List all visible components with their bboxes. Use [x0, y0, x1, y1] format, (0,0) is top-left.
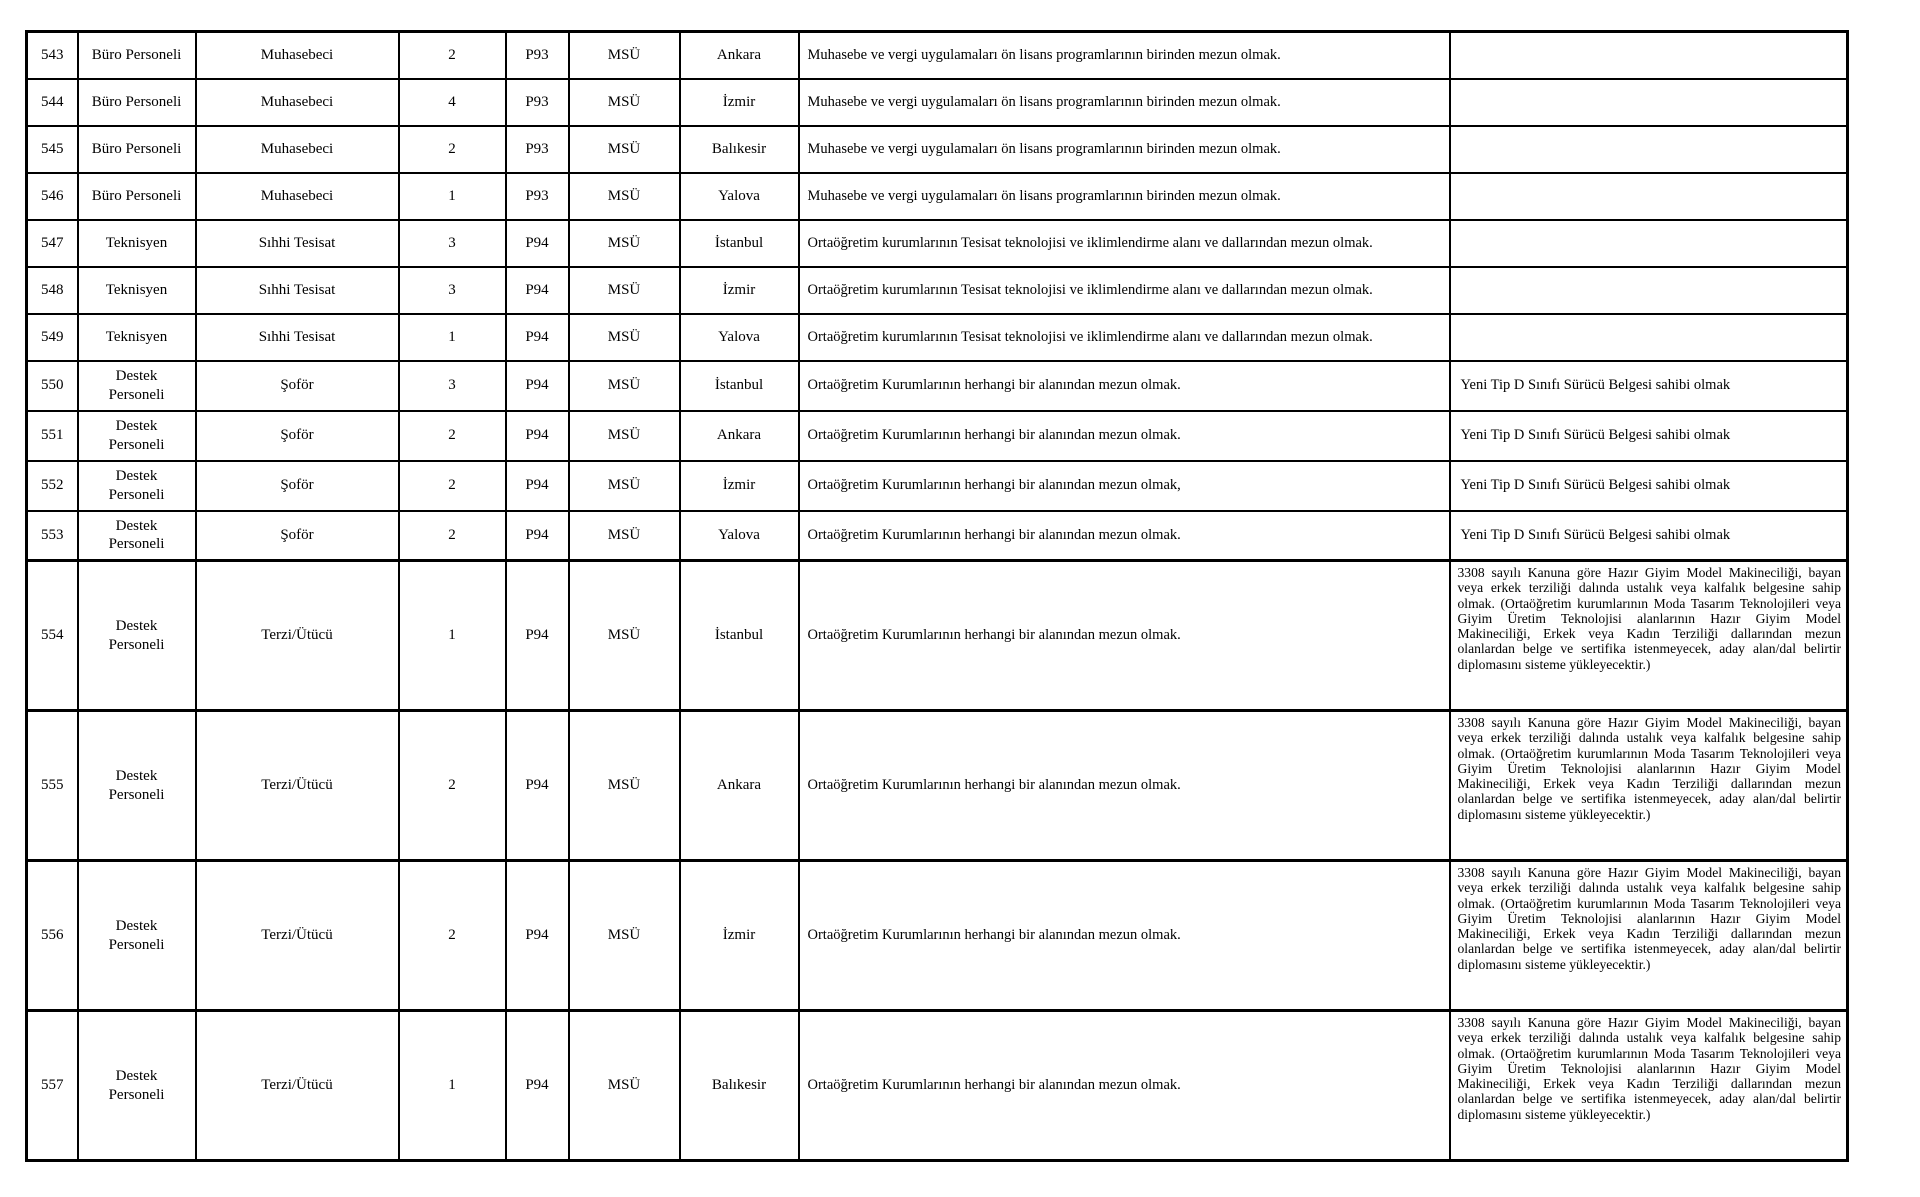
cell-adet: 1: [399, 1011, 506, 1161]
cell-puan-turu: P94: [506, 461, 569, 511]
cell-pozisyon: Terzi/Ütücü: [196, 711, 399, 861]
cell-puan-turu: P93: [506, 79, 569, 126]
cell-nitelik: Ortaöğretim kurumlarının Tesisat teknolojisi ve iklimlendirme alanı ve dallarından mezun olmak.: [799, 220, 1450, 267]
table-row: [27, 314, 1848, 361]
table-row: [27, 511, 1848, 561]
cell-sira-no: 557: [27, 1011, 78, 1161]
cell-il: İstanbul: [680, 561, 799, 711]
cell-sira-no: 547: [27, 220, 78, 267]
cell-kurum: MSÜ: [569, 561, 680, 711]
cell-puan-turu: P94: [506, 411, 569, 461]
cell-il: Ankara: [680, 711, 799, 861]
table-row: [27, 361, 1848, 411]
cell-unvan: Büro Personeli: [78, 79, 196, 126]
cell-ozel-sart: 3308 sayılı Kanuna göre Hazır Giyim Model Makineciliği, bayan veya erkek terziliği dalında ustalık veya kalfalık belgesine sahip olmak. (Ortaöğretim kurumlarının Moda Tasarım Teknolojileri veya Giyim Üretim Teknolojisi alanlarının Hazır Giyim Model Makineciliği, Erkek veya Kadın Terziliği dallarından mezun olanlardan belge ve sertifika istenmeyecek, aday alan/dal belirtir diplomasını sisteme yükleyecektir.): [1450, 861, 1848, 1011]
table-row: [27, 267, 1848, 314]
cell-pozisyon: Terzi/Ütücü: [196, 1011, 399, 1161]
cell-puan-turu: P94: [506, 1011, 569, 1161]
cell-ozel-sart: [1450, 32, 1848, 79]
cell-ozel-sart: [1450, 79, 1848, 126]
cell-adet: 2: [399, 32, 506, 79]
cell-unvan: Teknisyen: [78, 267, 196, 314]
cell-ozel-sart: [1450, 314, 1848, 361]
cell-nitelik: Ortaöğretim Kurumlarının herhangi bir alanından mezun olmak.: [799, 411, 1450, 461]
cell-il: Ankara: [680, 32, 799, 79]
cell-unvan: Teknisyen: [78, 314, 196, 361]
cell-unvan: Büro Personeli: [78, 32, 196, 79]
cell-puan-turu: P94: [506, 361, 569, 411]
cell-adet: 1: [399, 561, 506, 711]
cell-sira-no: 544: [27, 79, 78, 126]
cell-il: İzmir: [680, 267, 799, 314]
cell-adet: 3: [399, 361, 506, 411]
cell-unvan: Destek Personeli: [78, 361, 196, 411]
cell-adet: 1: [399, 173, 506, 220]
cell-kurum: MSÜ: [569, 267, 680, 314]
cell-nitelik: Muhasebe ve vergi uygulamaları ön lisans programlarının birinden mezun olmak.: [799, 173, 1450, 220]
cell-kurum: MSÜ: [569, 79, 680, 126]
cell-unvan: Teknisyen: [78, 220, 196, 267]
cell-nitelik: Ortaöğretim Kurumlarının herhangi bir alanından mezun olmak.: [799, 711, 1450, 861]
table-row: [27, 126, 1848, 173]
cell-kurum: MSÜ: [569, 461, 680, 511]
cell-il: Balıkesir: [680, 126, 799, 173]
cell-sira-no: 552: [27, 461, 78, 511]
cell-unvan: Destek Personeli: [78, 561, 196, 711]
cell-kurum: MSÜ: [569, 220, 680, 267]
cell-adet: 2: [399, 511, 506, 561]
cell-adet: 2: [399, 126, 506, 173]
cell-unvan: Destek Personeli: [78, 861, 196, 1011]
job-positions-table: [25, 30, 1849, 1162]
cell-kurum: MSÜ: [569, 511, 680, 561]
cell-il: Yalova: [680, 511, 799, 561]
cell-ozel-sart: Yeni Tip D Sınıfı Sürücü Belgesi sahibi olmak: [1450, 361, 1848, 411]
cell-pozisyon: Şoför: [196, 461, 399, 511]
cell-sira-no: 543: [27, 32, 78, 79]
cell-pozisyon: Şoför: [196, 361, 399, 411]
table-row: [27, 32, 1848, 79]
cell-adet: 2: [399, 711, 506, 861]
cell-pozisyon: Muhasebeci: [196, 126, 399, 173]
table-row: [27, 220, 1848, 267]
cell-pozisyon: Sıhhi Tesisat: [196, 314, 399, 361]
cell-ozel-sart: [1450, 267, 1848, 314]
cell-il: İstanbul: [680, 220, 799, 267]
cell-puan-turu: P93: [506, 126, 569, 173]
cell-ozel-sart: Yeni Tip D Sınıfı Sürücü Belgesi sahibi olmak: [1450, 461, 1848, 511]
cell-kurum: MSÜ: [569, 126, 680, 173]
cell-puan-turu: P93: [506, 32, 569, 79]
cell-unvan: Destek Personeli: [78, 1011, 196, 1161]
cell-kurum: MSÜ: [569, 314, 680, 361]
cell-ozel-sart: [1450, 220, 1848, 267]
table-row: [27, 861, 1848, 1011]
cell-unvan: Destek Personeli: [78, 511, 196, 561]
cell-unvan: Destek Personeli: [78, 411, 196, 461]
cell-nitelik: Ortaöğretim Kurumlarının herhangi bir alanından mezun olmak,: [799, 461, 1450, 511]
cell-puan-turu: P94: [506, 511, 569, 561]
cell-ozel-sart: 3308 sayılı Kanuna göre Hazır Giyim Model Makineciliği, bayan veya erkek terziliği dalında ustalık veya kalfalık belgesine sahip olmak. (Ortaöğretim kurumlarının Moda Tasarım Teknolojileri veya Giyim Üretim Teknolojisi alanlarının Hazır Giyim Model Makineciliği, Erkek veya Kadın Terziliği dallarından mezun olanlardan belge ve sertifika istenmeyecek, aday alan/dal belirtir diplomasını sisteme yükleyecektir.): [1450, 711, 1848, 861]
cell-il: Yalova: [680, 173, 799, 220]
cell-sira-no: 546: [27, 173, 78, 220]
cell-il: Balıkesir: [680, 1011, 799, 1161]
cell-puan-turu: P93: [506, 173, 569, 220]
cell-sira-no: 550: [27, 361, 78, 411]
cell-sira-no: 549: [27, 314, 78, 361]
cell-ozel-sart: Yeni Tip D Sınıfı Sürücü Belgesi sahibi olmak: [1450, 511, 1848, 561]
cell-pozisyon: Şoför: [196, 511, 399, 561]
cell-il: Yalova: [680, 314, 799, 361]
cell-adet: 4: [399, 79, 506, 126]
cell-il: İstanbul: [680, 361, 799, 411]
cell-sira-no: 556: [27, 861, 78, 1011]
cell-nitelik: Muhasebe ve vergi uygulamaları ön lisans programlarının birinden mezun olmak.: [799, 79, 1450, 126]
cell-nitelik: Ortaöğretim Kurumlarının herhangi bir alanından mezun olmak.: [799, 511, 1450, 561]
cell-il: İzmir: [680, 461, 799, 511]
cell-ozel-sart: 3308 sayılı Kanuna göre Hazır Giyim Model Makineciliği, bayan veya erkek terziliği dalında ustalık veya kalfalık belgesine sahip olmak. (Ortaöğretim kurumlarının Moda Tasarım Teknolojileri veya Giyim Üretim Teknolojisi alanlarının Hazır Giyim Model Makineciliği, Erkek veya Kadın Terziliği dallarından mezun olanlardan belge ve sertifika istenmeyecek, aday alan/dal belirtir diplomasını sisteme yükleyecektir.): [1450, 561, 1848, 711]
cell-kurum: MSÜ: [569, 173, 680, 220]
cell-pozisyon: Muhasebeci: [196, 79, 399, 126]
cell-puan-turu: P94: [506, 220, 569, 267]
cell-puan-turu: P94: [506, 861, 569, 1011]
cell-sira-no: 554: [27, 561, 78, 711]
cell-kurum: MSÜ: [569, 861, 680, 1011]
cell-pozisyon: Muhasebeci: [196, 173, 399, 220]
cell-pozisyon: Terzi/Ütücü: [196, 561, 399, 711]
cell-il: İzmir: [680, 79, 799, 126]
cell-pozisyon: Sıhhi Tesisat: [196, 267, 399, 314]
cell-ozel-sart: 3308 sayılı Kanuna göre Hazır Giyim Model Makineciliği, bayan veya erkek terziliği dalında ustalık veya kalfalık belgesine sahip olmak. (Ortaöğretim kurumlarının Moda Tasarım Teknolojileri veya Giyim Üretim Teknolojisi alanlarının Hazır Giyim Model Makineciliği, Erkek veya Kadın Terziliği dallarından mezun olanlardan belge ve sertifika istenmeyecek, aday alan/dal belirtir diplomasını sisteme yükleyecektir.): [1450, 1011, 1848, 1161]
cell-pozisyon: Terzi/Ütücü: [196, 861, 399, 1011]
cell-kurum: MSÜ: [569, 711, 680, 861]
cell-nitelik: Ortaöğretim Kurumlarının herhangi bir alanından mezun olmak.: [799, 561, 1450, 711]
cell-sira-no: 545: [27, 126, 78, 173]
table-row: [27, 1011, 1848, 1161]
cell-nitelik: Ortaöğretim kurumlarının Tesisat teknolojisi ve iklimlendirme alanı ve dallarından mezun olmak.: [799, 314, 1450, 361]
cell-ozel-sart: Yeni Tip D Sınıfı Sürücü Belgesi sahibi olmak: [1450, 411, 1848, 461]
cell-puan-turu: P94: [506, 267, 569, 314]
table-row: [27, 173, 1848, 220]
cell-unvan: Destek Personeli: [78, 461, 196, 511]
cell-puan-turu: P94: [506, 561, 569, 711]
cell-puan-turu: P94: [506, 711, 569, 861]
cell-sira-no: 551: [27, 411, 78, 461]
cell-ozel-sart: [1450, 126, 1848, 173]
cell-adet: 3: [399, 220, 506, 267]
cell-unvan: Büro Personeli: [78, 126, 196, 173]
table-row: [27, 411, 1848, 461]
cell-nitelik: Ortaöğretim Kurumlarının herhangi bir alanından mezun olmak.: [799, 1011, 1450, 1161]
cell-pozisyon: Muhasebeci: [196, 32, 399, 79]
cell-unvan: Büro Personeli: [78, 173, 196, 220]
cell-nitelik: Muhasebe ve vergi uygulamaları ön lisans programlarının birinden mezun olmak.: [799, 32, 1450, 79]
cell-pozisyon: Sıhhi Tesisat: [196, 220, 399, 267]
cell-sira-no: 553: [27, 511, 78, 561]
cell-kurum: MSÜ: [569, 1011, 680, 1161]
cell-kurum: MSÜ: [569, 411, 680, 461]
cell-adet: 2: [399, 411, 506, 461]
table-row: [27, 79, 1848, 126]
cell-nitelik: Ortaöğretim Kurumlarının herhangi bir alanından mezun olmak.: [799, 861, 1450, 1011]
cell-sira-no: 555: [27, 711, 78, 861]
table-body: [27, 32, 1848, 1161]
cell-ozel-sart: [1450, 173, 1848, 220]
cell-adet: 2: [399, 861, 506, 1011]
cell-kurum: MSÜ: [569, 361, 680, 411]
cell-pozisyon: Şoför: [196, 411, 399, 461]
cell-adet: 1: [399, 314, 506, 361]
cell-il: Ankara: [680, 411, 799, 461]
cell-sira-no: 548: [27, 267, 78, 314]
table-row: [27, 711, 1848, 861]
cell-adet: 3: [399, 267, 506, 314]
cell-nitelik: Ortaöğretim Kurumlarının herhangi bir alanından mezun olmak.: [799, 361, 1450, 411]
cell-adet: 2: [399, 461, 506, 511]
cell-il: İzmir: [680, 861, 799, 1011]
cell-kurum: MSÜ: [569, 32, 680, 79]
cell-nitelik: Ortaöğretim kurumlarının Tesisat teknolojisi ve iklimlendirme alanı ve dallarından mezun olmak.: [799, 267, 1450, 314]
cell-nitelik: Muhasebe ve vergi uygulamaları ön lisans programlarının birinden mezun olmak.: [799, 126, 1450, 173]
table-row: [27, 561, 1848, 711]
cell-puan-turu: P94: [506, 314, 569, 361]
table-row: [27, 461, 1848, 511]
cell-unvan: Destek Personeli: [78, 711, 196, 861]
